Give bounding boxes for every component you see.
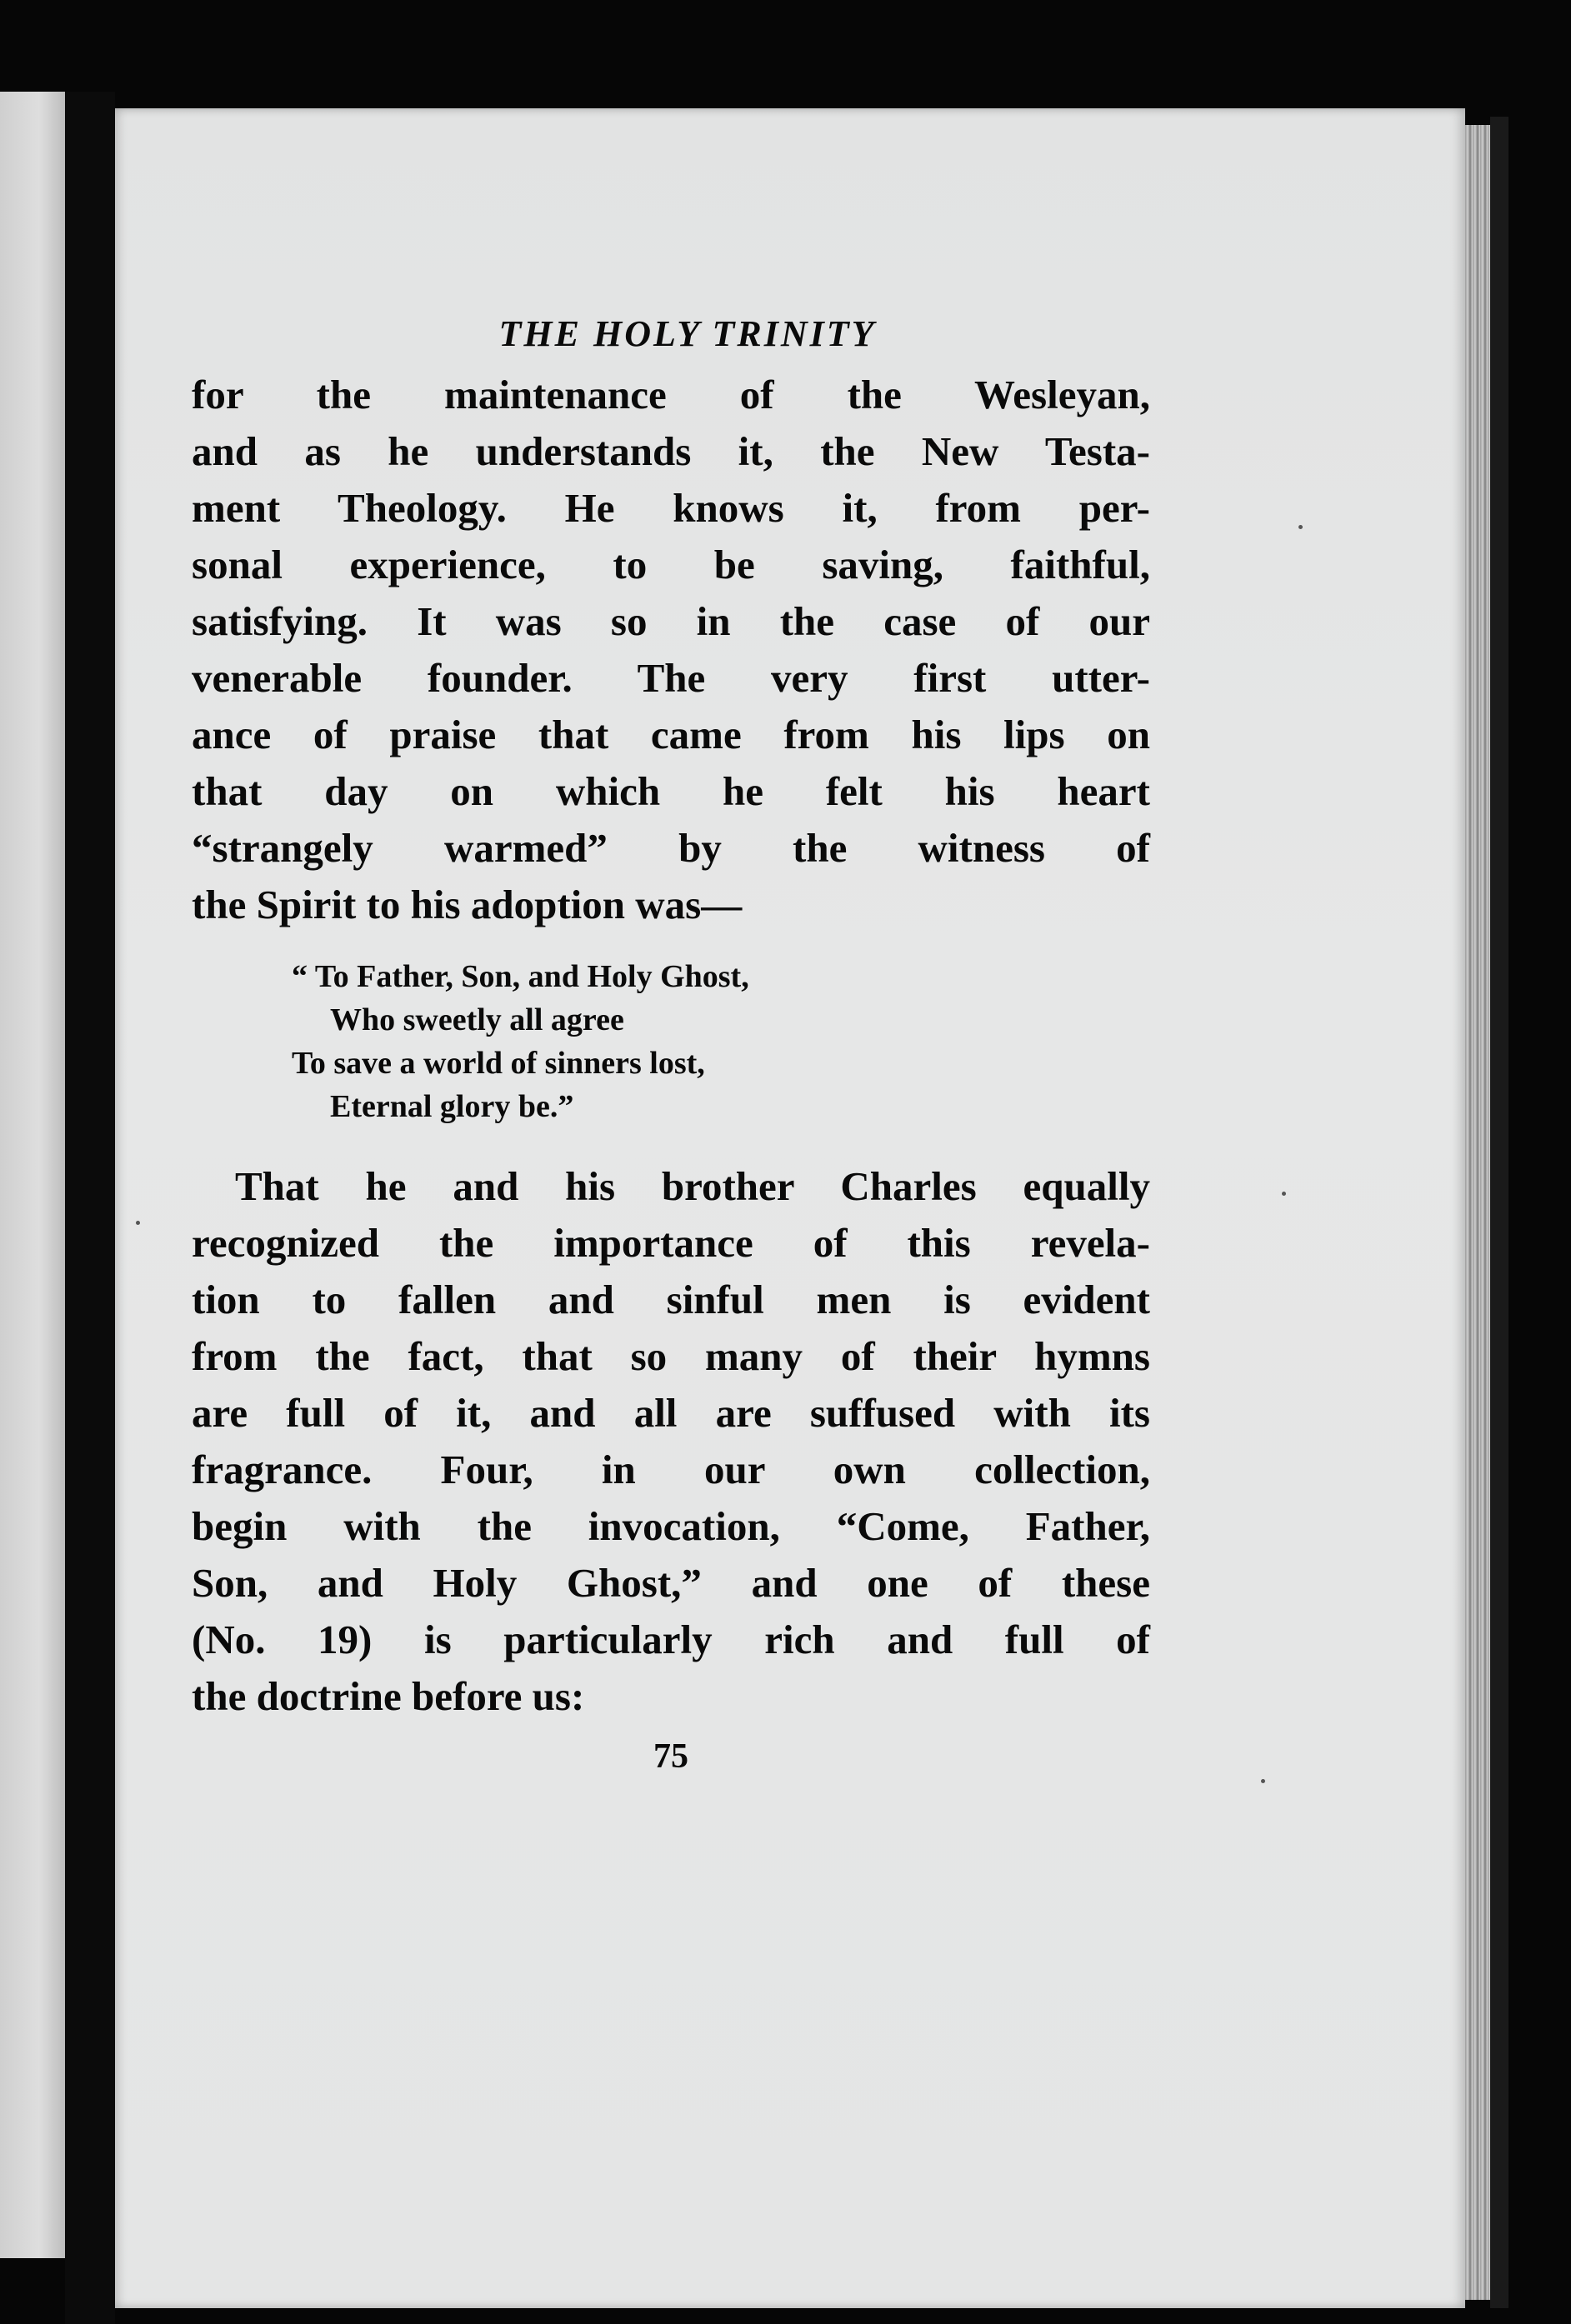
text-line: That he and his brother Charles equally xyxy=(235,1163,1150,1209)
hymn-verse xyxy=(292,955,1150,1128)
dust-speck xyxy=(1261,1779,1265,1783)
text-line: satisfying. It was so in the case of our xyxy=(192,598,1150,644)
text-line: sonal experience, to be saving, faithful, xyxy=(192,542,1150,587)
text-line: ment Theology. He knows it, from per- xyxy=(192,485,1150,531)
binding-edge xyxy=(1490,117,1508,2308)
text-line: venerable founder. The very first utter- xyxy=(192,655,1150,701)
page-number: 75 xyxy=(653,1737,688,1776)
page-text xyxy=(192,312,1150,1777)
running-head: THE HOLY TRINITY xyxy=(498,313,877,354)
verse-line: “ To Father, Son, and Holy Ghost, xyxy=(292,959,749,994)
text-line: and as he understands it, the New Testa- xyxy=(192,428,1150,474)
text-line: tion to fallen and sinful men is evident xyxy=(192,1277,1150,1322)
text-line: that day on which he felt his heart xyxy=(192,768,1150,814)
dust-speck xyxy=(136,1221,140,1225)
text-line: “strangely warmed” by the witness of xyxy=(192,825,1150,871)
text-line: the doctrine before us: xyxy=(192,1673,585,1719)
book-gutter xyxy=(65,92,115,2324)
text-line: (No. 19) is particularly rich and full of xyxy=(192,1617,1150,1662)
verse-line: Who sweetly all agree xyxy=(330,1002,624,1037)
text-line: begin with the invocation, “Come, Father, xyxy=(192,1503,1150,1549)
page-stack-edge xyxy=(1465,125,1490,2300)
dust-speck xyxy=(1298,525,1303,529)
text-line: the Spirit to his adoption was— xyxy=(192,882,743,927)
text-line: for the maintenance of the Wesleyan, xyxy=(192,372,1150,417)
dust-speck xyxy=(1282,1192,1286,1196)
text-line: ance of praise that came from his lips on xyxy=(192,712,1150,757)
text-line: are full of it, and all are suffused with its xyxy=(192,1390,1150,1436)
verse-line: Eternal glory be.” xyxy=(330,1089,574,1124)
paragraph-1 xyxy=(192,367,1150,933)
text-line: Son, and Holy Ghost,” and one of these xyxy=(192,1560,1150,1606)
facing-page-edge xyxy=(0,92,65,2258)
verse-line: To save a world of sinners lost, xyxy=(292,1046,705,1081)
text-line: fragrance. Four, in our own collection, xyxy=(192,1447,1150,1492)
text-line: recognized the importance of this revela- xyxy=(192,1220,1150,1266)
text-line: from the fact, that so many of their hymns xyxy=(192,1333,1150,1379)
paragraph-2 xyxy=(192,1158,1150,1725)
